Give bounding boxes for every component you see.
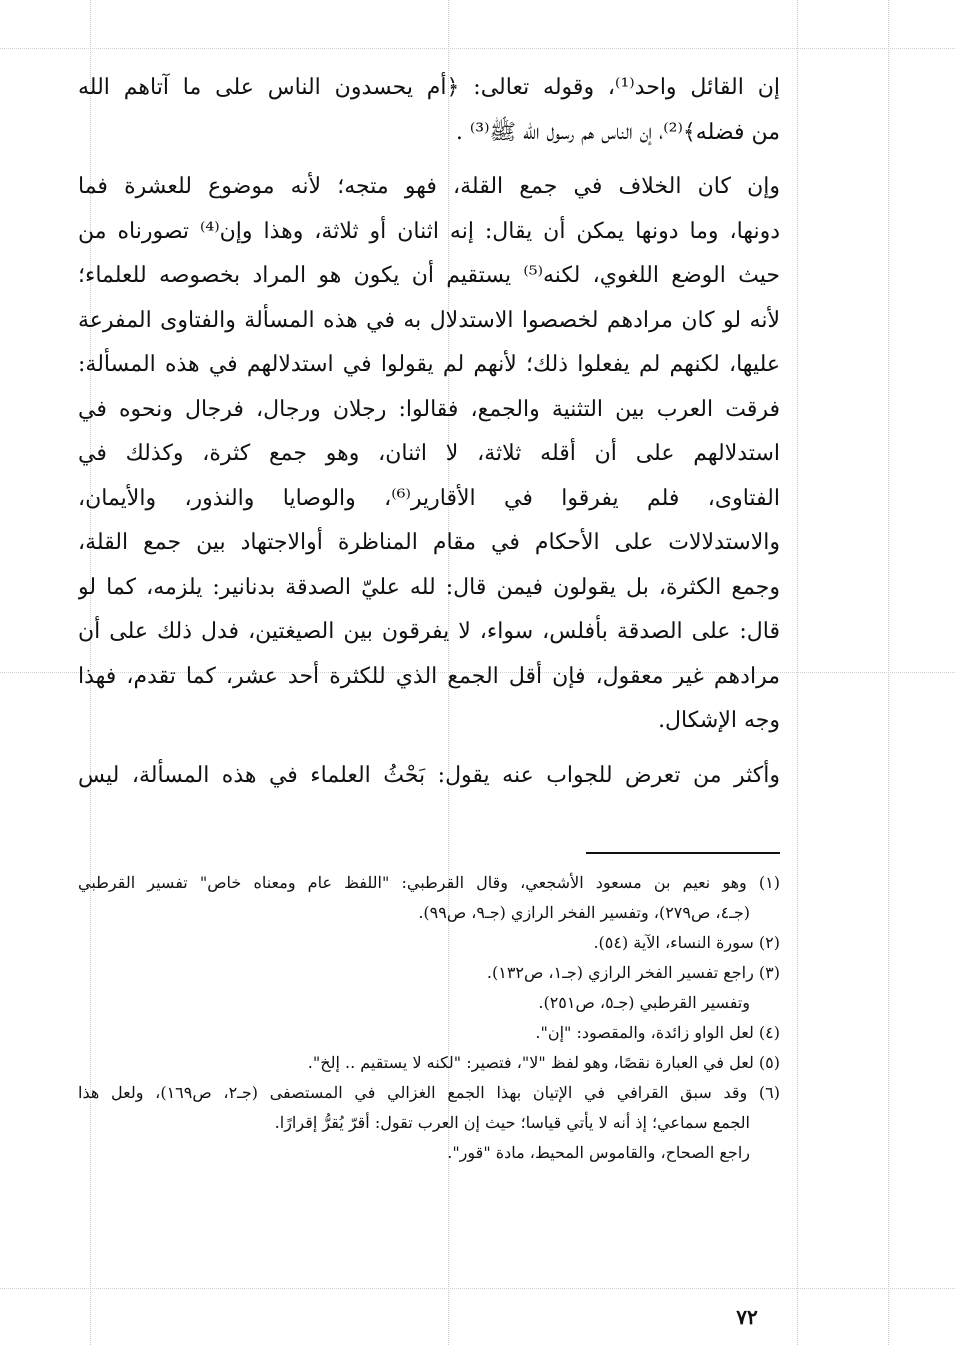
text-line: وجمع الكثرة، بل يقولون فيمن قال: لله عليّ الصدقة بدنانير: يلزمه، كما لو: [78, 574, 780, 600]
text-line: من فضله﴾⁽²⁾، إن الناس هم رسول الله ﷺ⁽³⁾ .: [455, 119, 780, 145]
footnote-line: (٦) وقد سبق القرافي في الإتيان بهذا الجمع الغزالي في المستصفى (جـ٢، ص١٦٩)، ولعل هذا: [78, 1083, 780, 1102]
footnote-line: (جـ٤، ص٢٧٩)، وتفسير الفخر الرازي (جـ٩، ص٩٩).: [418, 903, 750, 922]
text-line: دونها، وما دونها يمكن أن يقال: إنه اثنان أو ثلاثة، وهذا وإن⁽⁴⁾ تصورناه من: [78, 218, 780, 244]
page-number: ٧٢: [736, 1305, 758, 1329]
footnote-separator: [586, 852, 780, 854]
text-line: مرادهم غير معقول، فإن أقل الجمع الذي للكثرة أحد عشر، كما تقدم، فهذا: [78, 663, 780, 689]
text-line: قال: على الصدقة بأفلس، سواء، لا يفرقون بين الصيغتين، فدل ذلك على أن: [78, 619, 780, 644]
text-line: وإن كان الخلاف في جمع القلة، فهو متجه؛ لأنه موضوع للعشرة فما: [78, 174, 780, 199]
text-line: والاستدلالات على الأحكام في مقام المناظرة أوالاجتهاد بين جمع القلة،: [78, 530, 780, 555]
footnote-line: (٣) راجع تفسير الفخر الرازي (جـ١، ص١٣٢).: [486, 963, 780, 982]
main-text: [78, 66, 780, 798]
scan-guide-line: [0, 1288, 955, 1289]
footnote-line: (٥) لعل في العبارة نقصًا، وهو لفظ "لا"، فتصير: "لكنه لا يستقيم .. إلخ".: [307, 1053, 780, 1072]
text-line: لأنه لو كان مرادهم لخصصوا الاستدلال به في هذه المسألة والفتاوى المفرعة: [78, 307, 780, 333]
text-line: وأكثر من تعرض للجواب عنه يقول: بَحْثُ العلماء في هذه المسألة، ليس: [78, 762, 780, 788]
text-line: وجه الإشكال.: [658, 708, 780, 733]
text-line: الفتاوى، فلم يفرقوا في الأقارير⁽⁶⁾، والوصايا والنذور، والأيمان،: [78, 485, 780, 511]
footnote-line: الجمع سماعي؛ إذ أنه لا يأتي قياسا؛ حيث إن العرب تقول: أقرّ يُقرُّ إقرارًا.: [274, 1113, 750, 1132]
footnote-line: وتفسير القرطبي (جـ٥، ص٢٥١).: [538, 993, 750, 1012]
text-line: عليها، لكنهم لم يفعلوا ذلك؛ لأنهم لم يقولوا في استدلالهم في هذه المسألة:: [78, 352, 780, 377]
footnote-line: (١) وهو نعيم بن مسعود الأشجعي، وقال القرطبي: "اللفظ عام ومعناه خاص" تفسير القرطبي: [78, 873, 780, 892]
footnotes: [78, 868, 780, 1168]
footnote-line: (٢) سورة النساء، الآية (٥٤).: [593, 933, 780, 952]
footnote-line: راجع الصحاح، والقاموس المحيط، مادة "قور".: [447, 1143, 750, 1162]
text-line: حيث الوضع اللغوي، لكنه⁽⁵⁾ يستقيم أن يكون هو المراد بخصوصه للعلماء؛: [78, 263, 780, 288]
text-line: إن القائل واحد⁽¹⁾، وقوله تعالى: ﴿أم يحسدون الناس على ما آتاهم الله: [78, 75, 780, 100]
text-line: استدلالهم على أن أقله ثلاثة، لا اثنان، وهو جمع كثرة، وكذلك في: [78, 441, 780, 466]
scan-guide-line: [0, 48, 955, 49]
text-line: فرقت العرب بين التثنية والجمع، فقالوا: رجلان ورجال، فرجال ونحوه في: [78, 396, 780, 422]
footnote-line: (٤) لعل الواو زائدة، والمقصود: "إن".: [535, 1023, 780, 1042]
